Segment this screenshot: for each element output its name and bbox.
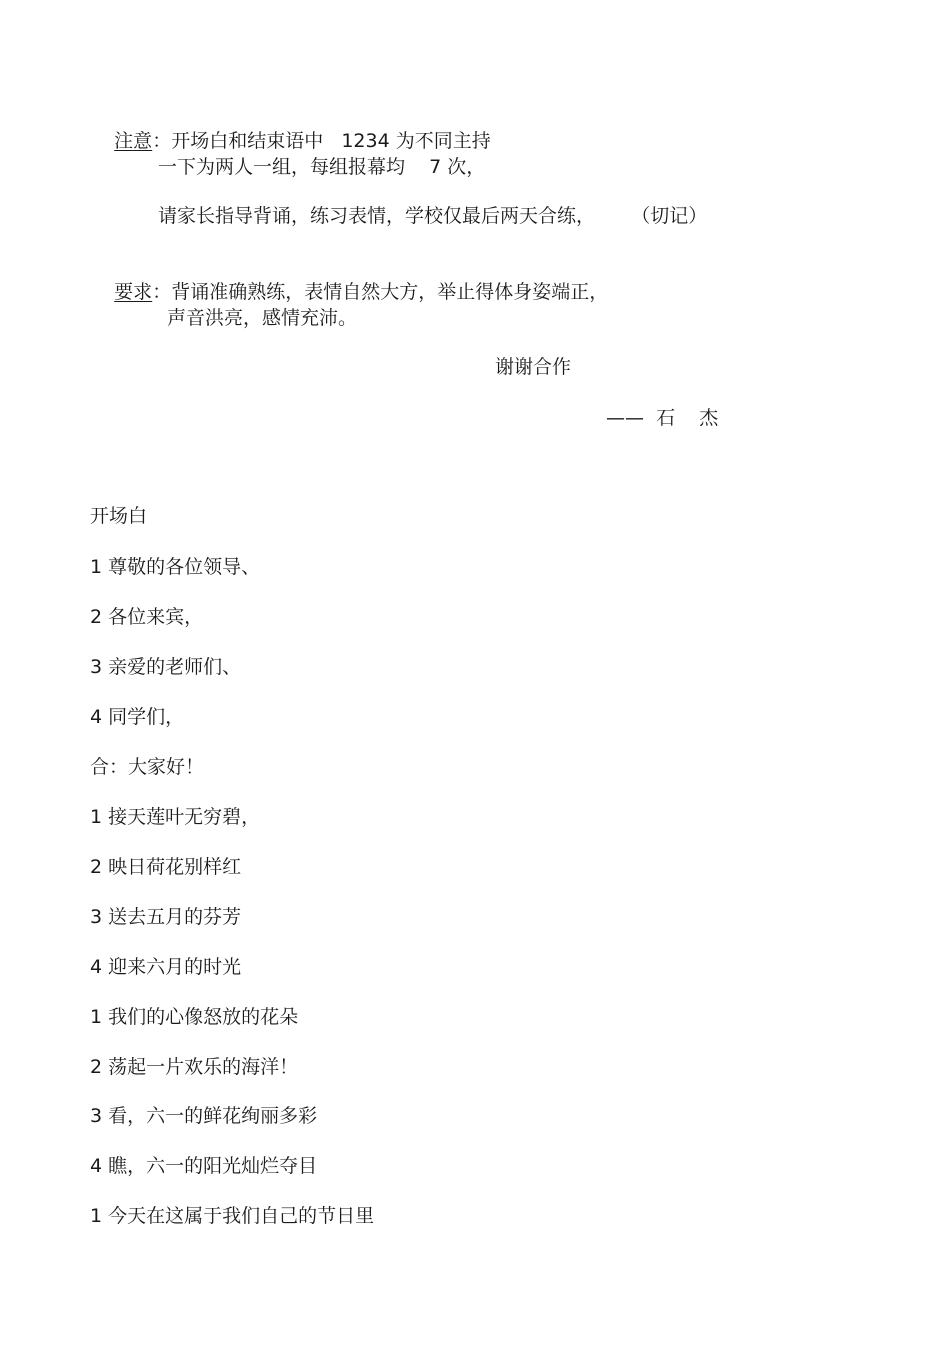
section-title: 开场白 xyxy=(90,505,148,527)
script-line: 4 同学们， xyxy=(90,706,185,728)
script-line: 2 各位来宾， xyxy=(90,606,204,628)
notice-line-3: 请家长指导背诵，练习表情，学校仅最后两天合练， （切记） xyxy=(158,205,708,227)
notice-label: 注意 xyxy=(114,130,153,152)
notice-text-1: 开场白和结束语中 1234 为不同主持 xyxy=(171,130,491,152)
script-line: 4 迎来六月的时光 xyxy=(90,956,242,978)
script-line: 1 尊敬的各位领导、 xyxy=(90,556,261,578)
requirement-text-1: 背诵准确熟练，表情自然大方，举止得体身姿端正， xyxy=(171,281,609,303)
requirement-label: 要求 xyxy=(114,281,153,303)
script-line: 1 我们的心像怒放的花朵 xyxy=(90,1006,299,1028)
script-line: 3 亲爱的老师们、 xyxy=(90,656,242,678)
signature: —— 石 杰 xyxy=(606,407,719,429)
script-line: 2 映日荷花别样红 xyxy=(90,856,242,878)
script-line: 3 看，六一的鲜花绚丽多彩 xyxy=(90,1105,318,1127)
requirement-line-2: 声音洪亮，感情充沛。 xyxy=(167,307,358,329)
notice-line-2: 一下为两人一组，每组报幕均 7 次， xyxy=(158,156,486,178)
thanks-text: 谢谢合作 xyxy=(495,356,572,378)
script-line: 4 瞧，六一的阳光灿烂夺目 xyxy=(90,1155,318,1177)
notice-separator: ： xyxy=(152,130,172,152)
script-line: 3 送去五月的芬芳 xyxy=(90,906,242,928)
script-line: 1 接天莲叶无穷碧， xyxy=(90,806,261,828)
script-line: 合：大家好！ xyxy=(90,756,205,778)
script-line: 1 今天在这属于我们自己的节日里 xyxy=(90,1205,375,1227)
script-line: 2 荡起一片欢乐的海洋！ xyxy=(90,1056,299,1078)
requirement-separator: ： xyxy=(152,281,172,303)
